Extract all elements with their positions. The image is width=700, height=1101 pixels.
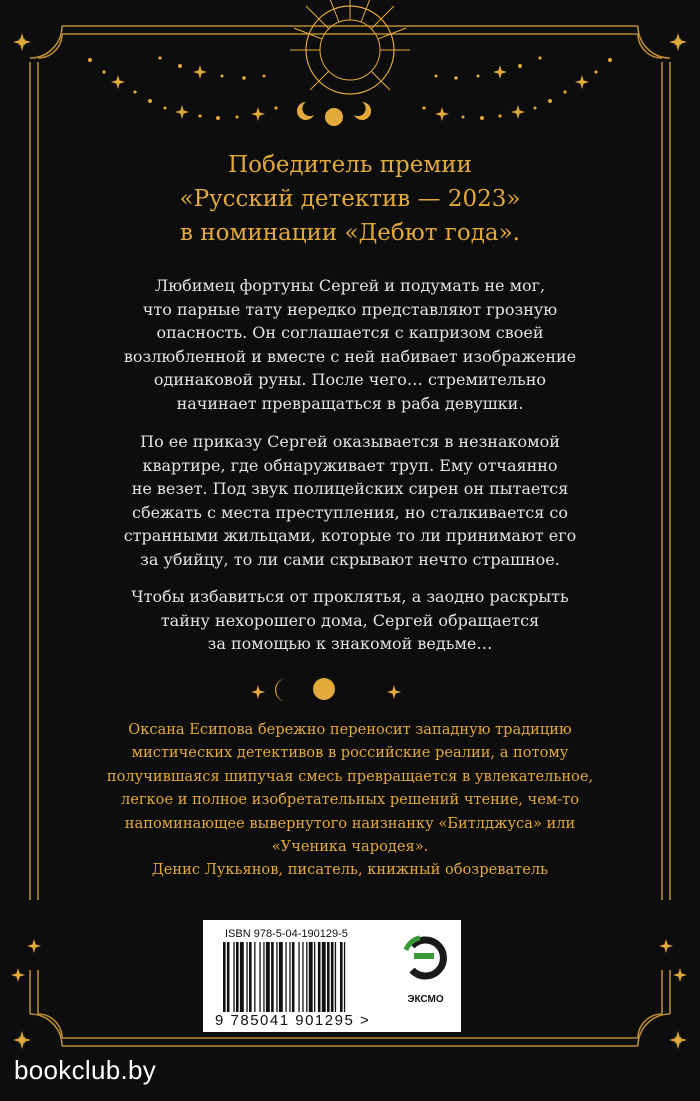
blurb-line: возлюбленной и вместе с ней набивает изображение bbox=[123, 346, 577, 366]
blurb-line: не везет. Под звук полицейских сирен он пытается bbox=[131, 479, 569, 498]
barcode-bar bbox=[309, 942, 313, 1012]
star-icon bbox=[673, 968, 687, 982]
barcode-bar bbox=[259, 942, 260, 1012]
barcode-bar bbox=[254, 942, 255, 1012]
blurb-line: начинает превращаться в раба девушки. bbox=[176, 393, 524, 413]
blurb-line: квартире, где обнаруживает труп. Ему отчаянно bbox=[142, 455, 558, 475]
blurb-line: Любимец фортуны Сергей и подумать не мог, bbox=[154, 276, 546, 295]
barcode-bar bbox=[322, 942, 326, 1012]
full-moon-icon bbox=[313, 678, 335, 700]
barcode-bar bbox=[340, 942, 343, 1012]
eksmo-logo-icon bbox=[390, 920, 461, 994]
award-line: в номинации «Дебют года». bbox=[180, 220, 520, 246]
barcode-bar bbox=[302, 942, 303, 1012]
barcode-bar bbox=[227, 942, 230, 1012]
barcode-bar bbox=[298, 942, 299, 1012]
star-icon bbox=[387, 685, 401, 699]
barcode-bar bbox=[236, 942, 239, 1012]
barcode-bar bbox=[240, 942, 244, 1012]
star-icon bbox=[27, 939, 41, 953]
barcode-bar bbox=[271, 942, 274, 1012]
blurb-line: за помощью к знакомой ведьме… bbox=[207, 634, 493, 653]
barcode-bar bbox=[344, 942, 345, 1012]
barcode-bar bbox=[223, 942, 226, 1012]
crescent-moon-icon bbox=[297, 102, 314, 120]
barcode-bar bbox=[289, 942, 290, 1012]
star-icon bbox=[669, 1031, 687, 1049]
full-moon-icon bbox=[325, 108, 343, 126]
barcode-bar bbox=[314, 942, 315, 1012]
blurb-line: что парные тату нередко представляют грозную bbox=[142, 299, 558, 319]
review-line: мистических детективов в российские реалии, а потому bbox=[131, 744, 569, 762]
blurb-line: По ее приказу Сергей оказывается в незнакомой bbox=[140, 432, 560, 451]
barcode-bar bbox=[306, 942, 307, 1012]
star-icon bbox=[251, 685, 265, 699]
blurb-line: странными жильцами, которые то ли принимают его bbox=[123, 526, 577, 545]
review-line: «Ученика чародея». bbox=[271, 838, 429, 856]
barcode-bar bbox=[279, 942, 283, 1012]
barcode-bar bbox=[335, 942, 336, 1012]
blurb-line: за убийцу, то ли сами скрывают нечто страшное. bbox=[140, 549, 560, 569]
review-author: Денис Лукьянов, писатель, книжный обозреватель bbox=[151, 861, 549, 879]
barcode-bar bbox=[331, 942, 334, 1012]
star-icon bbox=[11, 968, 25, 982]
barcode-bar bbox=[233, 942, 234, 1012]
review-line: легкое и полное изобретательных решений чтение, чем-то bbox=[121, 791, 579, 809]
blurb-line: опасность. Он соглашается с капризом своей bbox=[156, 323, 544, 342]
blurb-line: одинаковой руны. После чего… стремительно bbox=[153, 370, 547, 389]
crescent-moon-icon bbox=[351, 677, 363, 701]
crescent-moon-icon bbox=[354, 102, 371, 120]
blurb-line: Чтобы избавиться от проклятья, а заодно раскрыть bbox=[131, 587, 569, 606]
star-icon bbox=[669, 33, 687, 51]
barcode-bar bbox=[327, 942, 330, 1012]
review-line: Оксана Есипова бережно переносит западную традицию bbox=[128, 721, 572, 738]
barcode-bar bbox=[276, 942, 277, 1012]
barcode-bar bbox=[285, 942, 286, 1012]
award-line: Победитель премии bbox=[228, 152, 472, 178]
review-line: получившаяся шипучая смесь превращается в увлекательное, bbox=[106, 767, 594, 785]
barcode-bar bbox=[249, 942, 252, 1012]
barcode-bar bbox=[266, 942, 270, 1012]
crescent-moon-icon bbox=[275, 678, 287, 702]
star-garland bbox=[88, 56, 612, 121]
blurb-paragraph-2 bbox=[86, 430, 614, 571]
barcode-digits: 9 785041 901295 > bbox=[215, 1012, 371, 1029]
blurb-paragraph-1 bbox=[86, 274, 614, 415]
sun-icon bbox=[290, 0, 410, 94]
barcode-bar bbox=[318, 942, 321, 1012]
star-icon bbox=[659, 939, 673, 953]
award-line: «Русский детектив — 2023» bbox=[179, 186, 521, 212]
publisher-logo bbox=[390, 920, 461, 1032]
review-block bbox=[60, 718, 640, 882]
watermark: bookclub.by bbox=[14, 1055, 157, 1085]
blurb-paragraph-3 bbox=[86, 585, 614, 656]
barcode-bar bbox=[292, 942, 295, 1012]
moon-phases-top bbox=[297, 102, 371, 126]
blurb-line: тайну нехорошего дома, Сергей обращается bbox=[160, 610, 540, 630]
star-icon bbox=[13, 33, 31, 51]
review-line: напоминающее вывернутого наизнанку «Битлджуса» или bbox=[124, 814, 576, 832]
barcode-bar bbox=[246, 942, 247, 1012]
star-icon bbox=[13, 1031, 31, 1049]
award-block bbox=[60, 148, 640, 250]
publisher-name: ЭКСМО bbox=[407, 994, 444, 1005]
moon-divider bbox=[251, 677, 401, 702]
barcode-bar bbox=[263, 942, 264, 1012]
blurb-line: сбежать с места преступления, но сталкивается со bbox=[131, 502, 569, 522]
isbn-label: ISBN 978-5-04-190129-5 bbox=[225, 928, 348, 940]
